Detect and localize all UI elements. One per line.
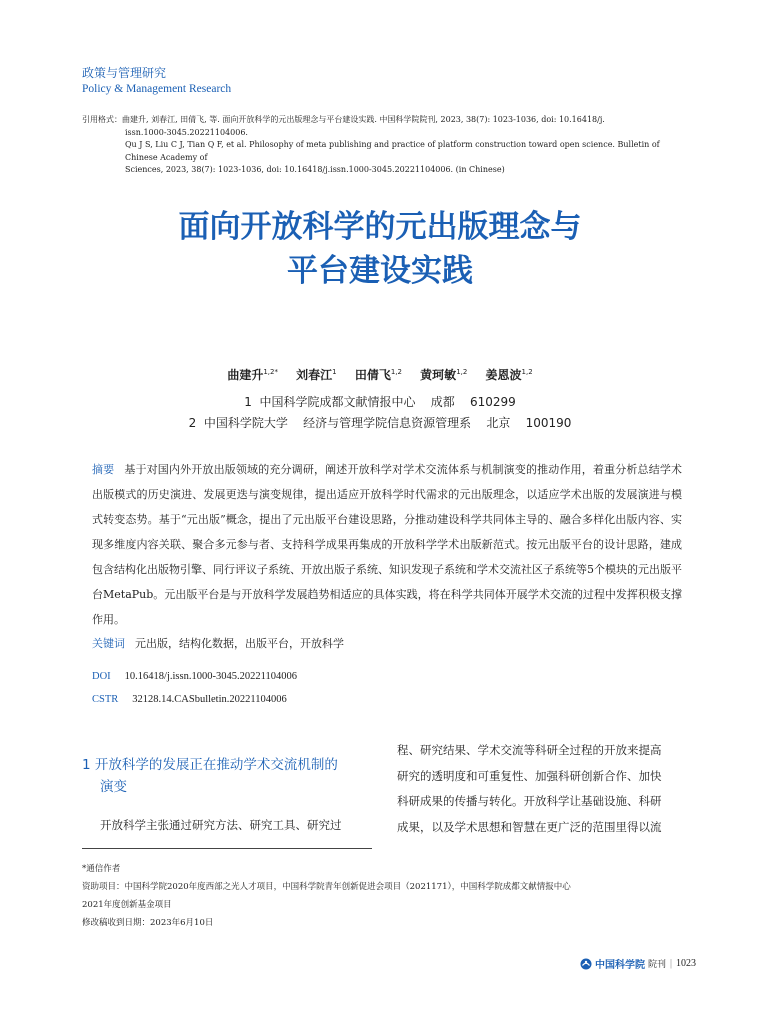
doi-row	[92, 671, 297, 682]
affiliation-1: 1 中国科学院成都文献情报中心 成都 610299	[244, 395, 516, 409]
body-right-column	[397, 738, 697, 840]
article-title	[0, 205, 760, 293]
citation-cn-line1: 引用格式：曲建升, 刘春江, 田倩飞, 等. 面向开放科学的元出版理念与平台建设实践. 中国科学院院刊, 2023, 38(7): 1023-1036, doi: 10.16418/j.	[82, 115, 605, 124]
citation-en-line2: Sciences, 2023, 38(7): 1023-1036, doi: 10.16418/j.issn.1000-3045.20221104006. (in Chinese)	[125, 165, 505, 174]
journal-name-en: Policy & Management Research	[82, 83, 232, 95]
doi-value[interactable]: 10.16418/j.issn.1000-3045.20221104006	[124, 671, 297, 682]
cas-emblem-icon	[580, 958, 592, 970]
abstract-label: 摘要	[92, 463, 115, 476]
citation-block	[82, 114, 694, 177]
keywords-text: 元出版，结构化数据，出版平台，开放科学	[135, 637, 344, 650]
footnote-divider	[82, 848, 372, 849]
cstr-label: CSTR	[92, 694, 119, 705]
logo-text: 中国科学院	[595, 960, 645, 971]
author: 姜恩波$^{1,2}$	[485, 368, 533, 382]
abstract-text: 基于对国内外开放出版领域的充分调研，阐述开放科学对学术交流体系与机制演变的推动作用，着重分析总结学术出版模式的历史演进、发展更迭与演变规律，提出适应开放科学时代需求的元出版理念，以适应学术出版的发展演进与模式转变态势。基于“元出版”概念，提出了元出版平台建设思路，分推动建设科学共同体主导的、融合多样化出版内容、实现多维度内容关联、聚合多元参与者、支持科学成果再集成的开放科学学术出版新范式。按元出版平台的设计思路，建成包含结构化出版物引擎、同行评议子系统、开放出版子系统、知识发现子系统和学术交流社区子系统等5个模块的元出版平台MetaPub。元出版平台是与开放科学发展趋势相适应的具体实践，将在科学共同体开展学术交流的过程中发挥积极支撑作用。	[92, 463, 683, 626]
title-line1: 面向开放科学的元出版理念与	[178, 209, 582, 245]
abstract	[92, 457, 682, 632]
footer-separator: |	[670, 958, 673, 969]
body-line: 成果，以及学术思想和智慧在更广泛的范围里得以流	[397, 819, 662, 834]
keywords-label: 关键词	[92, 637, 125, 650]
body-line: 研究的透明度和可重复性、加强科研创新合作、加快	[397, 768, 662, 783]
author: 曲建升$^{1,2*}$	[227, 368, 278, 382]
cstr-value: 32128.14.CASbulletin.20221104006	[132, 694, 287, 705]
corresponding-note: *通信作者	[82, 864, 121, 874]
funding-line1: 资助项目：中国科学院2020年度西部之光人才项目，中国科学院青年创新促进会项目（2021171），中国科学院成都文献情报中心	[82, 882, 571, 892]
keywords	[92, 635, 682, 651]
body-left-column: 开放科学主张通过研究方法、研究工具、研究过	[100, 818, 342, 832]
section-heading-line2: 演变	[100, 779, 127, 795]
footnotes	[82, 860, 702, 932]
cstr-row	[92, 694, 287, 705]
author: 刘春江$^1$	[296, 368, 337, 382]
journal-name-cn: 政策与管理研究	[82, 66, 167, 80]
received-date: 修改稿收到日期：2023年6月10日	[82, 918, 214, 928]
funding-line2: 2021年度创新基金项目	[82, 900, 172, 910]
body-line: 程、研究结果、学术交流等科研全过程的开放来提高	[397, 743, 662, 757]
page-number: 1023	[676, 958, 697, 969]
section-heading	[82, 754, 382, 798]
citation-cn-line2: issn.1000-3045.20221104006.	[125, 127, 248, 137]
author: 黄珂敏$^{1,2}$	[420, 368, 468, 382]
body-line: 科研成果的传播与转化。开放科学让基础设施、科研	[397, 794, 662, 808]
affiliation-2: 2 中国科学院大学 经济与管理学院信息资源管理系 北京 100190	[188, 416, 572, 430]
doi-label: DOI	[92, 671, 111, 682]
author: 田倩飞$^{1,2}$	[354, 368, 402, 382]
logo-suffix: 院刊	[648, 960, 667, 970]
page-footer	[580, 956, 696, 971]
cas-logo	[580, 956, 645, 971]
author-list	[0, 366, 760, 383]
title-line2: 平台建设实践	[287, 253, 473, 289]
citation-en-line1: Qu J S, Liu C J, Tian Q F, et al. Philosophy of meta publishing and practice of platform construction toward open science. Bulletin of Chinese Academy of	[125, 140, 660, 162]
section-heading-line1: 1 开放科学的发展正在推动学术交流机制的	[82, 757, 338, 773]
